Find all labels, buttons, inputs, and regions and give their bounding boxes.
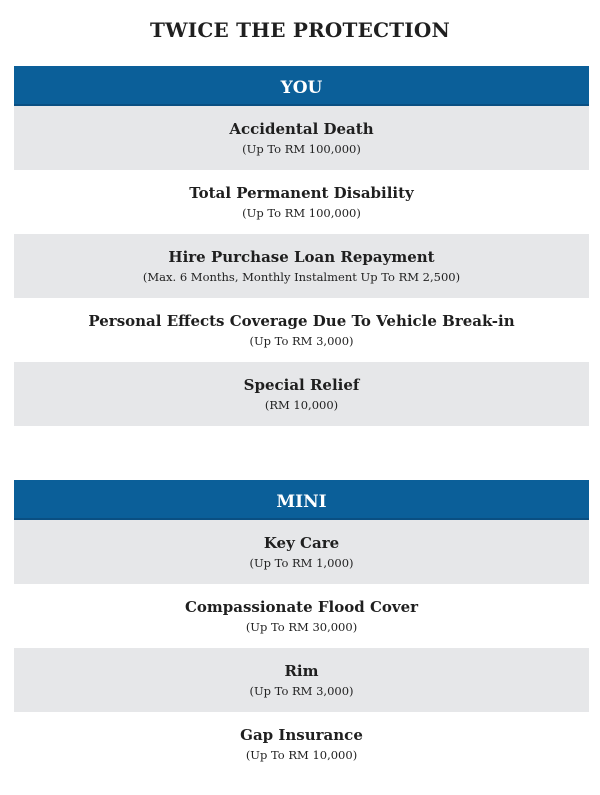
benefit-limit: (Up To RM 3,000) <box>249 333 354 348</box>
benefit-limit: (Up To RM 3,000) <box>249 683 354 698</box>
benefit-title: Rim <box>284 661 319 680</box>
benefit-row <box>14 170 589 234</box>
benefit-title: Special Relief <box>243 375 360 394</box>
section-mini <box>14 480 589 776</box>
benefit-title: Compassionate Flood Cover <box>184 597 419 616</box>
benefit-row <box>14 584 589 648</box>
benefit-limit: (Up To RM 30,000) <box>245 619 358 634</box>
section-header-mini: MINI <box>14 480 589 520</box>
benefit-row <box>14 234 589 298</box>
benefit-title: Key Care <box>263 533 340 552</box>
page-title: TWICE THE PROTECTION <box>150 18 450 42</box>
benefit-limit: (Up To RM 100,000) <box>242 205 361 220</box>
benefit-limit: (RM 10,000) <box>264 397 339 412</box>
benefit-limit: (Up To RM 100,000) <box>242 141 361 156</box>
benefit-title: Personal Effects Coverage Due To Vehicle Break-in <box>88 311 515 330</box>
benefit-limit: (Up To RM 1,000) <box>249 555 354 570</box>
benefit-row <box>14 520 589 584</box>
benefit-row <box>14 648 589 712</box>
section-you <box>14 66 589 426</box>
benefit-title: Hire Purchase Loan Repayment <box>168 247 435 266</box>
benefit-row <box>14 106 589 170</box>
benefit-title: Accidental Death <box>229 119 374 138</box>
benefit-limit: (Up To RM 10,000) <box>245 747 358 762</box>
section-header-you: YOU <box>14 66 589 106</box>
benefit-limit: (Max. 6 Months, Monthly Instalment Up To RM 2,500) <box>142 269 461 284</box>
benefit-row <box>14 298 589 362</box>
benefit-title: Gap Insurance <box>240 725 363 744</box>
benefit-row <box>14 712 589 776</box>
benefit-title: Total Permanent Disability <box>189 183 414 202</box>
benefit-row <box>14 362 589 426</box>
